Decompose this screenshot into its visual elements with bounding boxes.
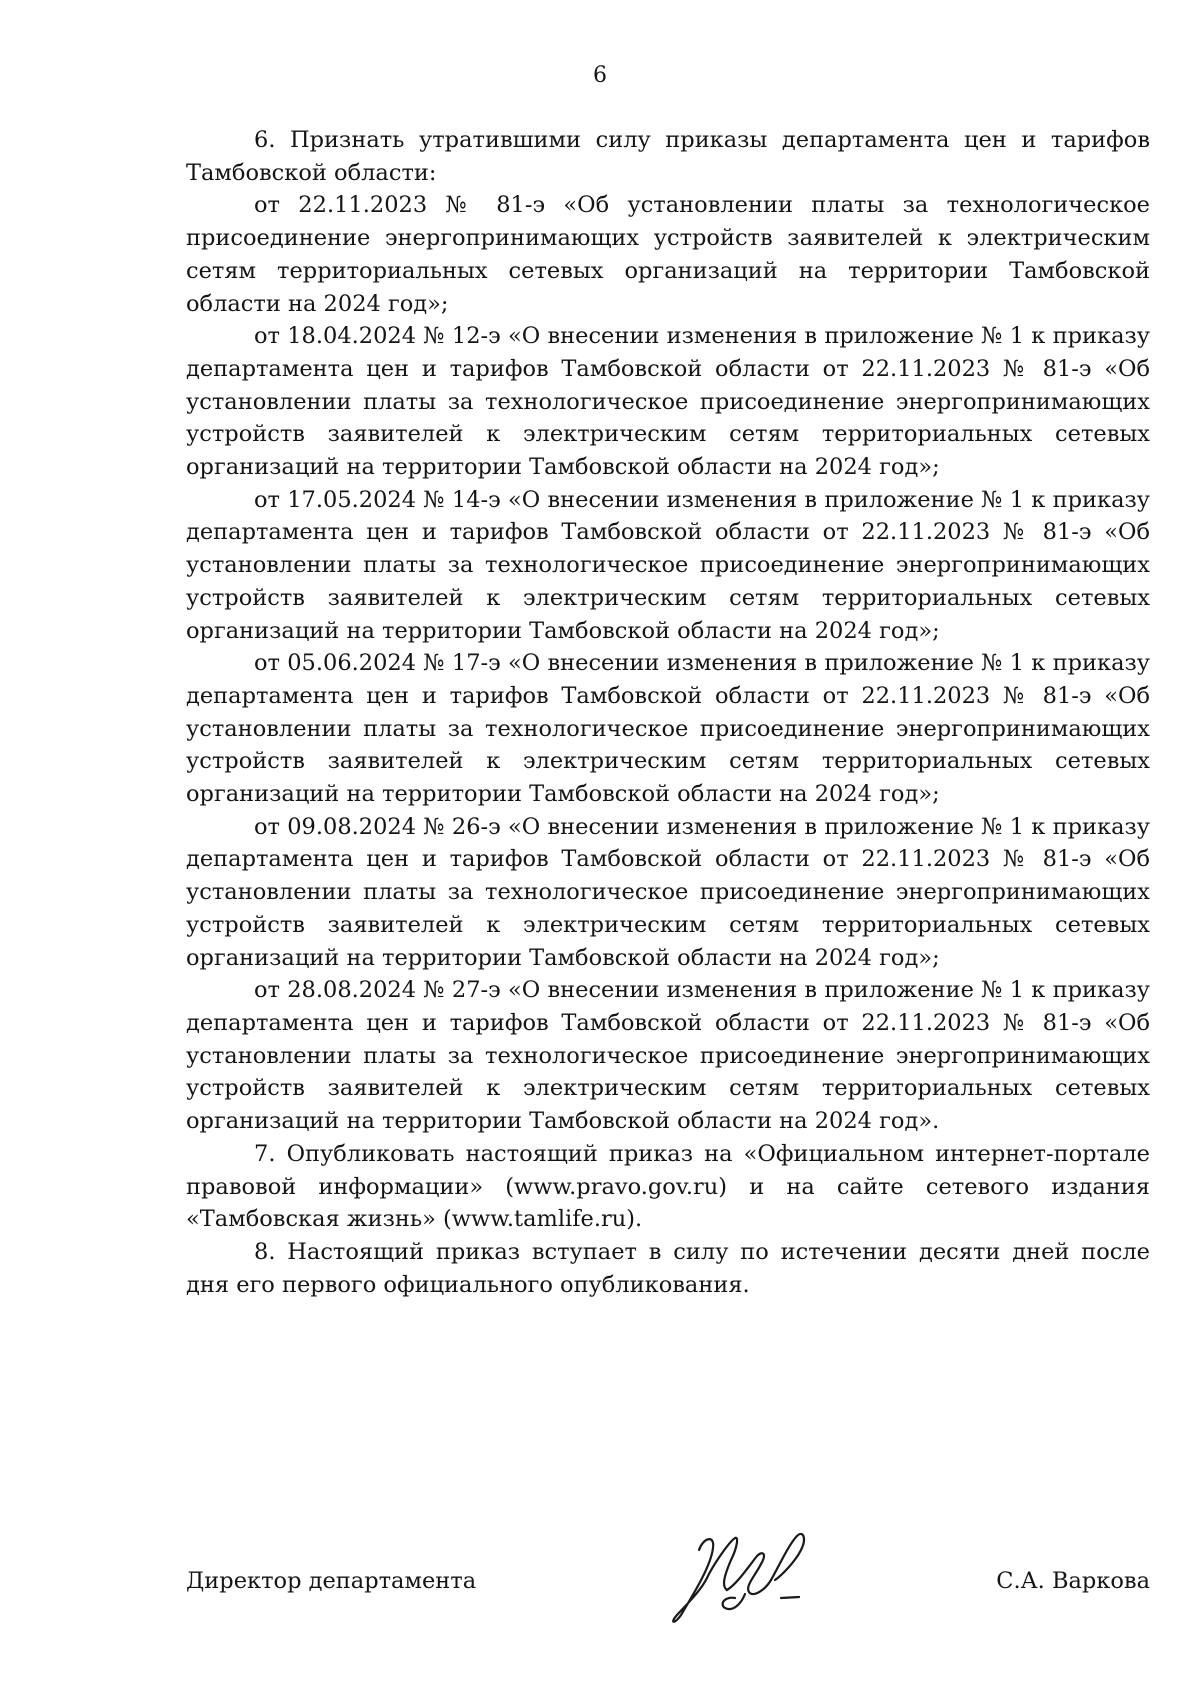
repealed-order-14e: от 17.05.2024 № 14-э «О внесении изменения в приложение № 1 к приказу департамента цен и тарифов Тамбовской области от 22.11.2023 № 81-э «Об установлении платы за технологическое присоединение энергопринимающих устройств заявителей к электрическим сетям территориальных сетевых организаций на территории Тамбовской области на 2024 год»;: [186, 486, 1150, 644]
paragraph-item-6: 6. Признать утратившими силу приказы департамента цен и тарифов Тамбовской области:: [186, 127, 1150, 186]
repealed-order-12e: от 18.04.2024 № 12-э «О внесении изменения в приложение № 1 к приказу департамента цен и тарифов Тамбовской области от 22.11.2023 № 81-э «Об установлении платы за технологическое присоединение энергопринимающих устройств заявителей к электрическим сетям территориальных сетевых организаций на территории Тамбовской области на 2024 год»;: [186, 323, 1150, 481]
repealed-order-17e: от 05.06.2024 № 17-э «О внесении изменения в приложение № 1 к приказу департамента цен и тарифов Тамбовской области от 22.11.2023 № 81-э «Об установлении платы за технологическое присоединение энергопринимающих устройств заявителей к электрическим сетям территориальных сетевых организаций на территории Тамбовской области на 2024 год»;: [186, 650, 1150, 808]
document-body: [186, 124, 1150, 1301]
repealed-order-26e: от 09.08.2024 № 26-э «О внесении изменения в приложение № 1 к приказу департамента цен и тарифов Тамбовской области от 22.11.2023 № 81-э «Об установлении платы за технологическое присоединение энергопринимающих устройств заявителей к электрическим сетям территориальных сетевых организаций на территории Тамбовской области на 2024 год»;: [186, 813, 1150, 971]
signatory-position: Директор департамента: [186, 1568, 477, 1594]
signatory-name: С.А. Варкова: [996, 1568, 1150, 1594]
repealed-order-27e: от 28.08.2024 № 27-э «О внесении изменения в приложение № 1 к приказу департамента цен и тарифов Тамбовской области от 22.11.2023 № 81-э «Об установлении платы за технологическое присоединение энергопринимающих устройств заявителей к электрическим сетям территориальных сетевых организаций на территории Тамбовской области на 2024 год».: [186, 977, 1150, 1135]
page-number: 6: [593, 63, 607, 88]
repealed-order-81e: от 22.11.2023 № 81-э «Об установлении платы за технологическое присоединение энергопринимающих устройств заявителей к электрическим сетям территориальных сетевых организаций на территории Тамбовской области на 2024 год»;: [186, 192, 1150, 317]
paragraph-item-8: 8. Настоящий приказ вступает в силу по истечении десяти дней после дня его первого официального опубликования.: [186, 1238, 1150, 1298]
signature-block: [186, 1520, 1150, 1630]
paragraph-item-7: 7. Опубликовать настоящий приказ на «Официальном интернет-портале правовой информации» (www.pravo.gov.ru) и на сайте сетевого издания «Тамбовская жизнь» (www.tamlife.ru).: [186, 1140, 1150, 1233]
handwritten-signature-icon: [641, 1520, 841, 1630]
